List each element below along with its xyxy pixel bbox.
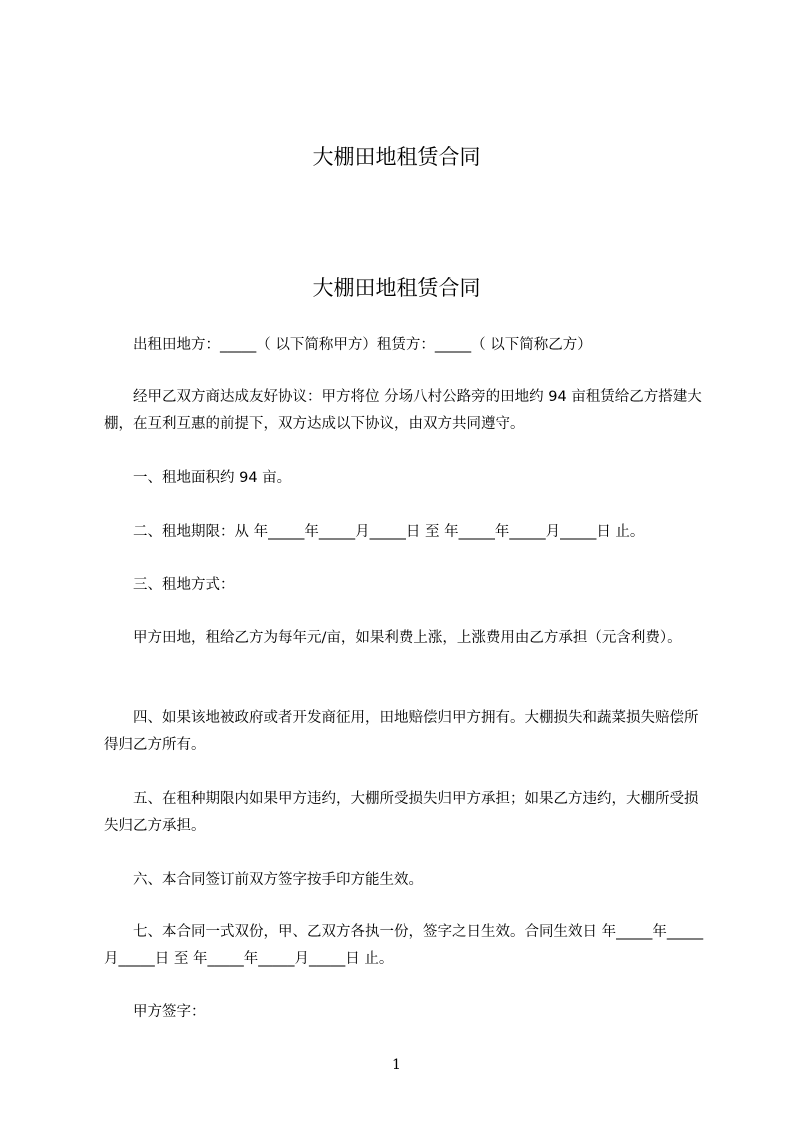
clause-effect: 六、本合同签订前双方签字按手印方能生效。 [104, 872, 423, 888]
clause-area: 一、租地面积约 94 亩。 [104, 470, 292, 486]
signature-line: 甲方签字： [104, 1004, 206, 1020]
page-number: 1 [392, 1057, 401, 1073]
clause-price: 甲方田地，租给乙方为每年元/亩，如果利费上涨，上涨费用由乙方承担（元含利费）。 [104, 630, 682, 646]
clause-breach: 五、在租种期限内如果甲方违约，大棚所受损失归甲方承担；如果乙方违约，大棚所受损失归乙方承担。 [104, 791, 699, 834]
clause-copies: 七、本合同一式双份，甲、乙双方各执一份，签字之日生效。合同生效日 年_____年_____月_____日 至 年_____年_____月_____日 止。 [104, 924, 704, 967]
clause-method: 三、租地方式： [104, 577, 235, 593]
document-title: 大棚田地租赁合同 [312, 145, 481, 169]
clause-expropriation: 四、如果该地被政府或者开发商征用，田地赔偿归甲方拥有。大棚损失和蔬菜损失赔偿所得归乙方所有。 [104, 710, 699, 753]
contract-heading: 大棚田地租赁合同 [312, 276, 481, 300]
parties-paragraph: 出租田地方：_____（ 以下简称甲方）租赁方：_____（ 以下简称乙方） [104, 337, 592, 353]
intro-paragraph: 经甲乙双方商达成友好协议：甲方将位 分场八村公路旁的田地约 94 亩租赁给乙方搭建大棚，在互利互惠的前提下，双方达成以下协议，由双方共同遵守。 [104, 389, 702, 432]
clause-term: 二、租地期限：从 年_____年_____月_____日 至 年_____年_____月_____日 止。 [104, 524, 645, 540]
